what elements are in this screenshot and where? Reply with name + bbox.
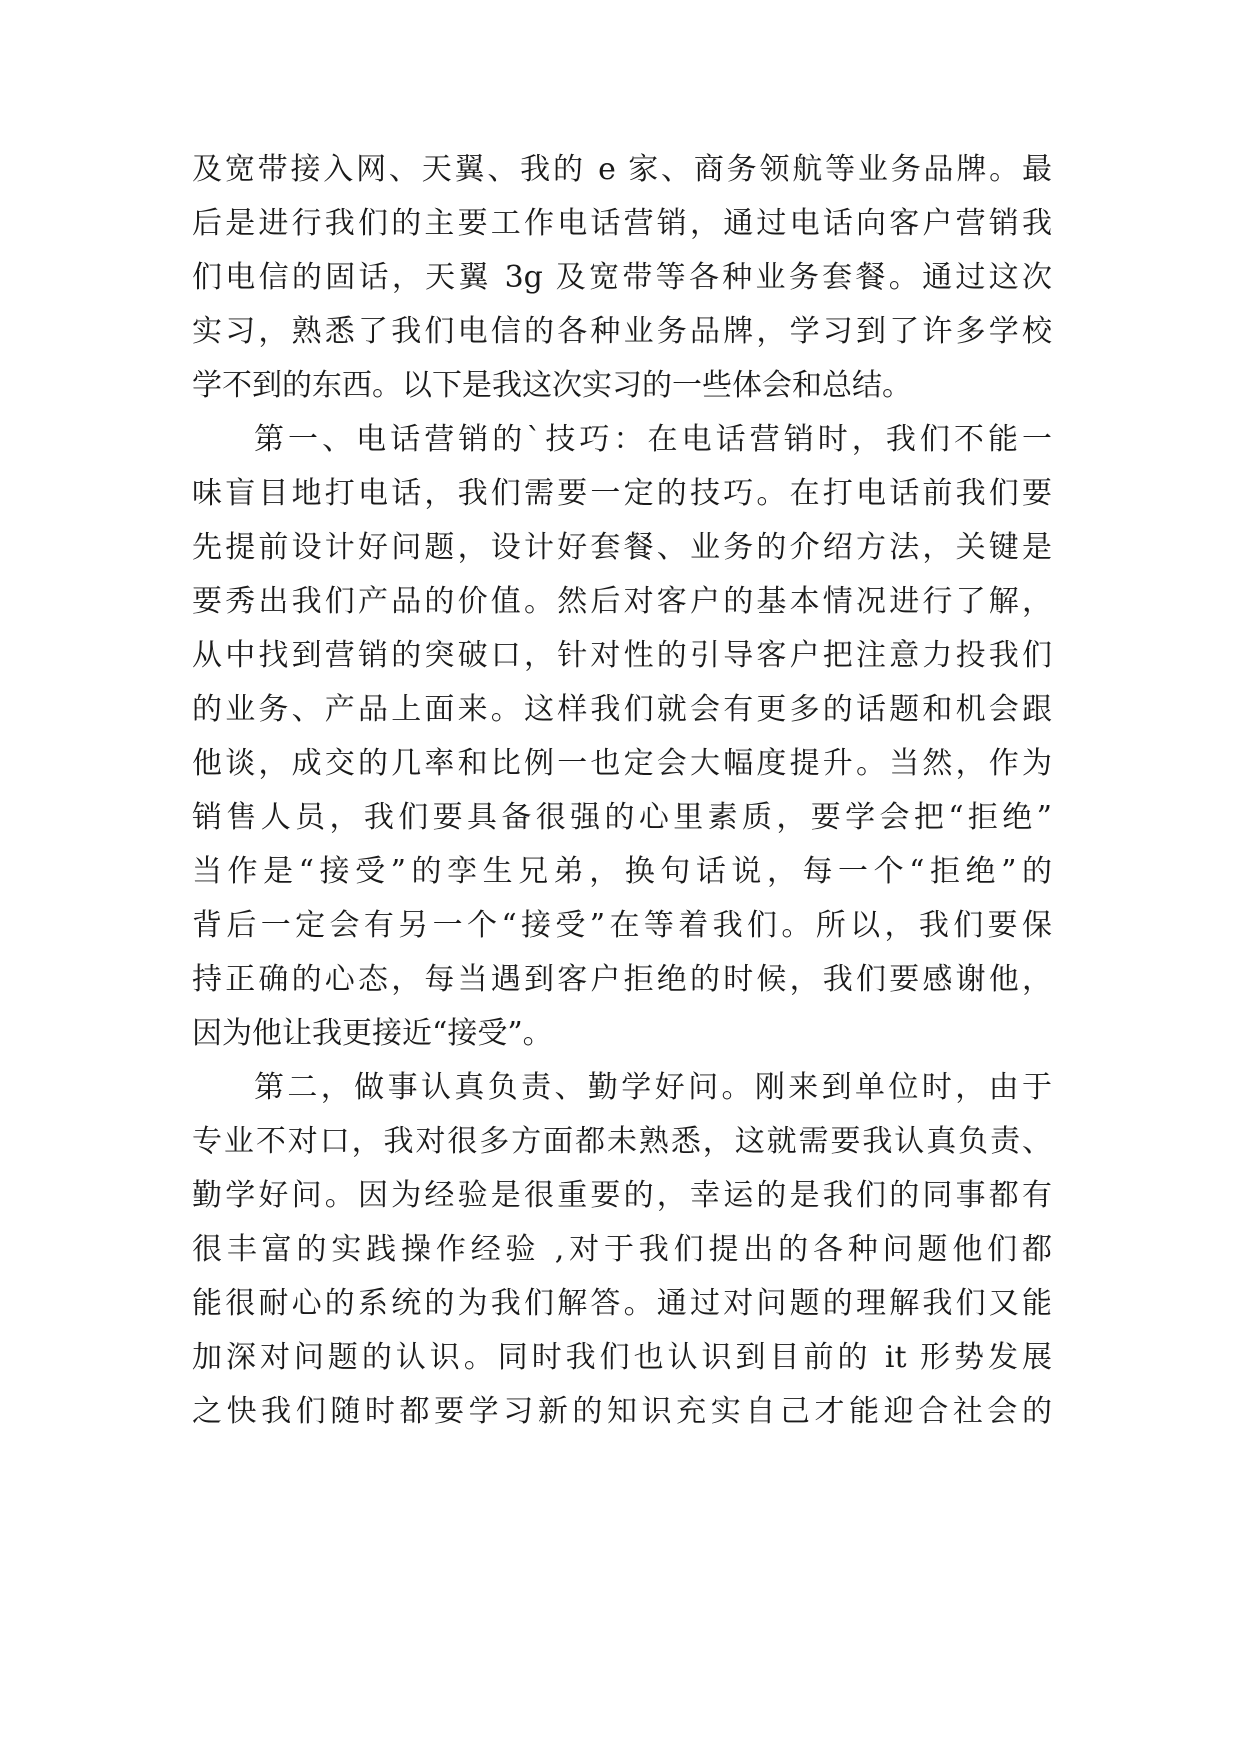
- text-line: 加深对问题的认识。同时我们也认识到目前的 it 形势发展: [192, 1340, 1052, 1375]
- text-line: 学不到的东西。以下是我这次实习的一些体会和总结。: [192, 368, 912, 403]
- text-line: 从中找到营销的突破口，针对性的引导客户把注意力投我们: [192, 638, 1052, 673]
- text-line: 他谈，成交的几率和比例一也定会大幅度提升。当然，作为: [192, 746, 1052, 781]
- text-line: 先提前设计好问题，设计好套餐、业务的介绍方法，关键是: [192, 530, 1052, 565]
- paragraph-first-line: 第二，做事认真负责、勤学好问。刚来到单位时，由于: [254, 1070, 1052, 1105]
- text-line: 们电信的固话，天翼 3g 及宽带等各种业务套餐。通过这次: [192, 260, 1052, 295]
- text-line: 味盲目地打电话，我们需要一定的技巧。在打电话前我们要: [192, 476, 1052, 511]
- text-line: 很丰富的实践操作经验 ,对于我们提出的各种问题他们都: [192, 1232, 1052, 1267]
- text-line: 销售人员，我们要具备很强的心里素质，要学会把“拒绝”: [192, 800, 1052, 835]
- text-line: 之快我们随时都要学习新的知识充实自己才能迎合社会的: [192, 1394, 1052, 1429]
- text-line: 背后一定会有另一个“接受”在等着我们。所以，我们要保: [192, 908, 1052, 943]
- paragraph-first-line: 第一、电话营销的`技巧：在电话营销时，我们不能一: [254, 422, 1052, 457]
- text-line: 后是进行我们的主要工作电话营销，通过电话向客户营销我: [192, 206, 1052, 241]
- text-line: 及宽带接入网、天翼、我的 e 家、商务领航等业务品牌。最: [192, 152, 1052, 187]
- text-line: 当作是“接受”的孪生兄弟，换句话说，每一个“拒绝”的: [192, 854, 1052, 889]
- text-line: 因为他让我更接近“接受”。: [192, 1016, 553, 1051]
- text-line: 能很耐心的系统的为我们解答。通过对问题的理解我们又能: [192, 1286, 1052, 1321]
- text-line: 实习，熟悉了我们电信的各种业务品牌，学习到了许多学校: [192, 314, 1052, 349]
- text-line: 要秀出我们产品的价值。然后对客户的基本情况进行了解，: [192, 584, 1052, 619]
- text-line: 的业务、产品上面来。这样我们就会有更多的话题和机会跟: [192, 692, 1052, 727]
- text-line: 勤学好问。因为经验是很重要的，幸运的是我们的同事都有: [192, 1178, 1052, 1213]
- text-line: 持正确的心态，每当遇到客户拒绝的时候，我们要感谢他，: [192, 962, 1052, 997]
- text-line: 专业不对口，我对很多方面都未熟悉，这就需要我认真负责、: [192, 1124, 1052, 1159]
